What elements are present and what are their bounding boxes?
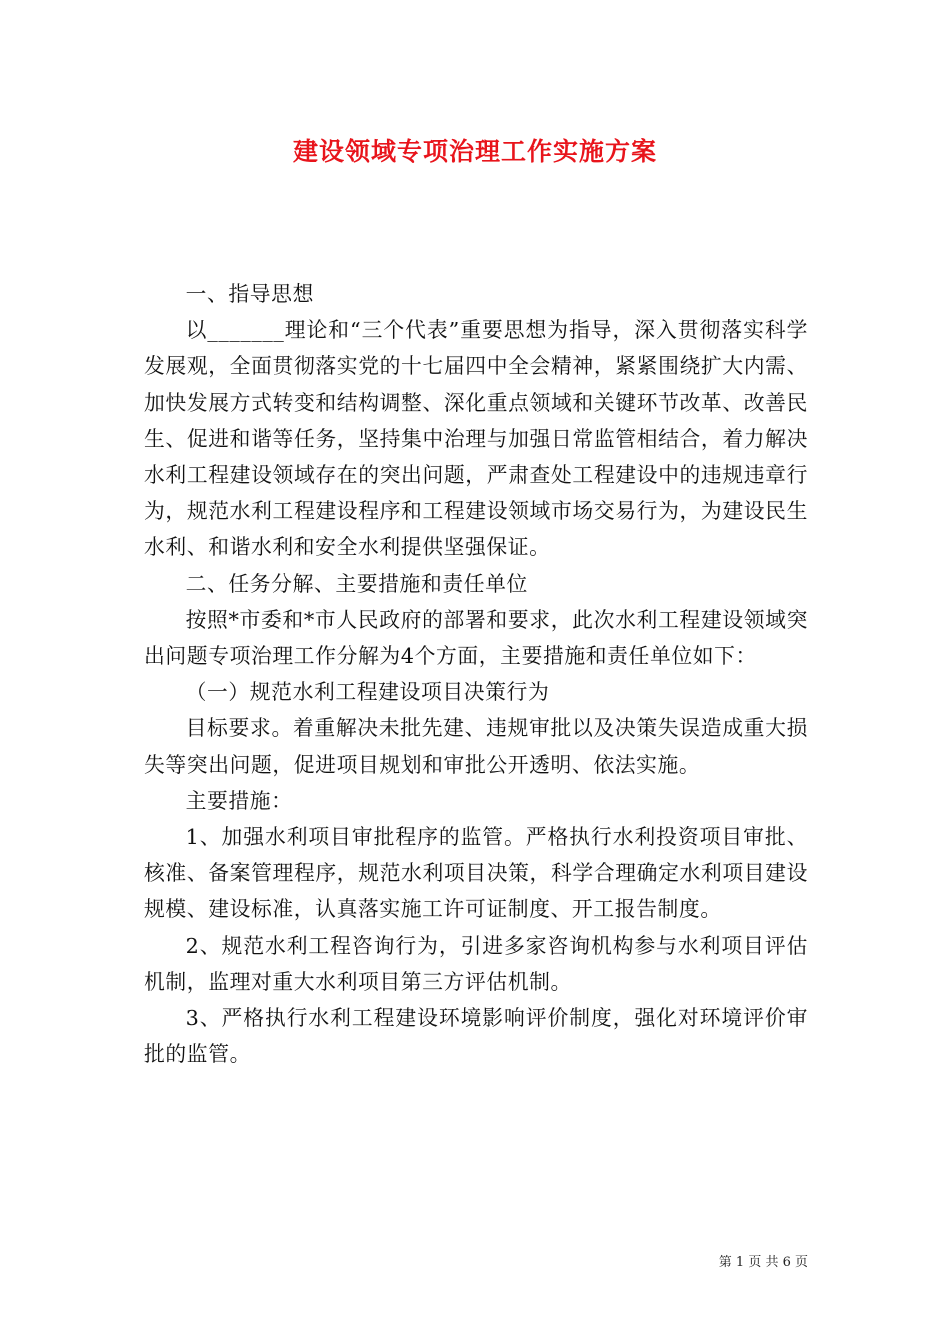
subsection-heading: （一）规范水利工程建设项目决策行为 — [185, 680, 550, 705]
measures-label: 主要措施： — [185, 788, 293, 813]
document-body — [144, 276, 808, 1072]
measure-item: 2、规范水利工程咨询行为，引进多家咨询机构参与水利项目评估机制，监理对重大水利项目第三方评估机制。 — [144, 933, 808, 994]
page-number: 第 1 页 共 6 页 — [718, 1255, 808, 1270]
section-heading-tasks: 二、任务分解、主要措施和责任单位 — [185, 571, 528, 596]
section-heading-guiding-thought: 一、指导思想 — [185, 282, 314, 306]
document-title: 建设领域专项治理工作实施方案 — [292, 137, 657, 166]
body-paragraph: 按照*市委和*市人民政府的部署和要求，此次水利工程建设领域突出问题专项治理工作分解为4个方面，主要措施和责任单位如下： — [144, 607, 808, 669]
body-paragraph: 目标要求。着重解决未批先建、违规审批以及决策失误造成重大损失等突出问题，促进项目规划和审批公开透明、依法实施。 — [144, 716, 808, 777]
measure-item: 1、加强水利项目审批程序的监管。严格执行水利投资项目审批、核准、备案管理程序，规范水利项目决策，科学合理确定水利项目建设规模、建设标准，认真落实施工许可证制度、开工报告制度。 — [144, 825, 808, 922]
measure-item: 3、严格执行水利工程建设环境影响评价制度，强化对环境评价审批的监管。 — [144, 1006, 808, 1067]
body-paragraph: 以_______理论和“三个代表”重要思想为指导，深入贯彻落实科学发展观，全面贯彻落实党的十七届四中全会精神，紧紧围绕扩大内需、加快发展方式转变和结构调整、深化重点领域和关键环节改革、改善民生、促进和谐等任务，坚持集中治理与加强日常监管相结合，着力解决水利工程建设领域存在的突出问题，严肃查处工程建设中的违规违章行为，规范水利工程建设程序和工程建设领域市场交易行为，为建设民生水利、和谐水利和安全水利提供坚强保证。 — [144, 318, 808, 560]
